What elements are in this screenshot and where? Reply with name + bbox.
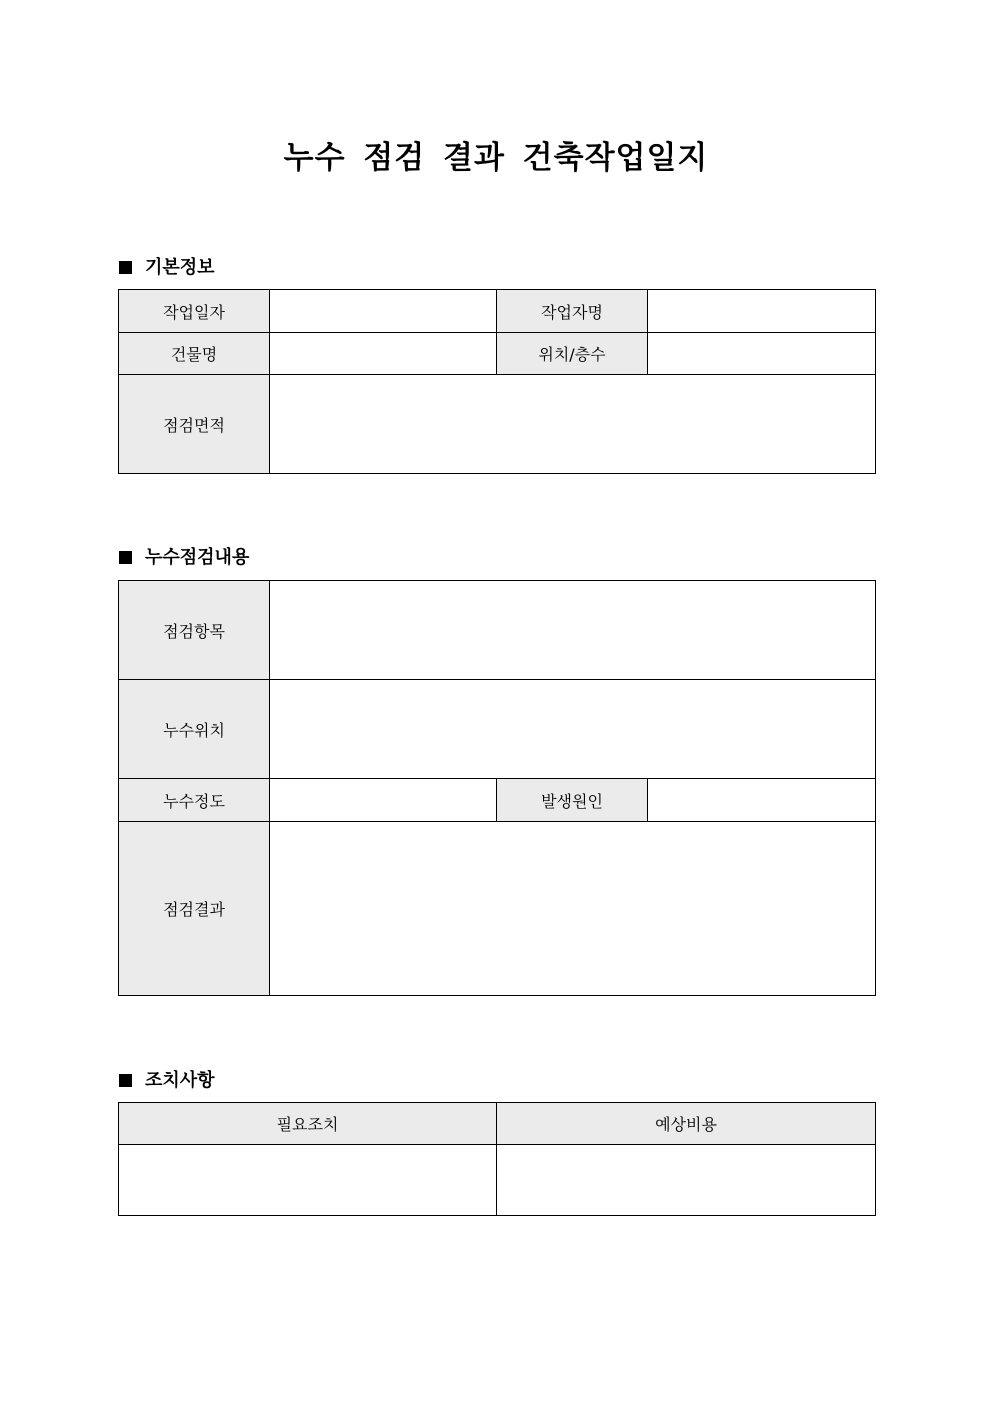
building-name-field[interactable] [270, 333, 497, 375]
inspection-area-label: 점검면적 [119, 375, 270, 474]
leak-degree-field[interactable] [270, 779, 497, 822]
actions-table [118, 1102, 876, 1216]
section-heading-basic-info [119, 253, 215, 279]
square-bullet-icon [119, 261, 132, 274]
required-action-field[interactable] [119, 1145, 497, 1216]
leak-location-label: 누수위치 [119, 680, 270, 779]
worker-name-field[interactable] [648, 290, 876, 333]
square-bullet-icon [119, 1074, 132, 1087]
required-action-label: 필요조치 [119, 1103, 497, 1145]
page-title: 누수 점검 결과 건축작업일지 [283, 140, 709, 176]
worker-name-label: 작업자명 [497, 290, 648, 333]
inspection-result-label: 점검결과 [119, 822, 270, 996]
location-floor-field[interactable] [648, 333, 876, 375]
basic-info-table [118, 289, 876, 474]
section-heading-label: 조치사항 [145, 1070, 215, 1091]
location-floor-label: 위치/층수 [497, 333, 648, 375]
inspection-result-field[interactable] [270, 822, 876, 996]
square-bullet-icon [119, 551, 132, 564]
leak-location-field[interactable] [270, 680, 876, 779]
leak-degree-label: 누수정도 [119, 779, 270, 822]
inspection-items-label: 점검항목 [119, 581, 270, 680]
section-heading-label: 기본정보 [145, 257, 215, 278]
section-heading-label: 누수점검내용 [145, 547, 250, 568]
estimated-cost-field[interactable] [497, 1145, 876, 1216]
estimated-cost-label: 예상비용 [497, 1103, 876, 1145]
work-date-field[interactable] [270, 290, 497, 333]
section-heading-actions [119, 1066, 215, 1092]
building-name-label: 건물명 [119, 333, 270, 375]
section-heading-inspection [119, 543, 249, 569]
inspection-table [118, 580, 876, 996]
inspection-area-field[interactable] [270, 375, 876, 474]
inspection-items-field[interactable] [270, 581, 876, 680]
cause-field[interactable] [648, 779, 876, 822]
cause-label: 발생원인 [497, 779, 648, 822]
work-date-label: 작업일자 [119, 290, 270, 333]
